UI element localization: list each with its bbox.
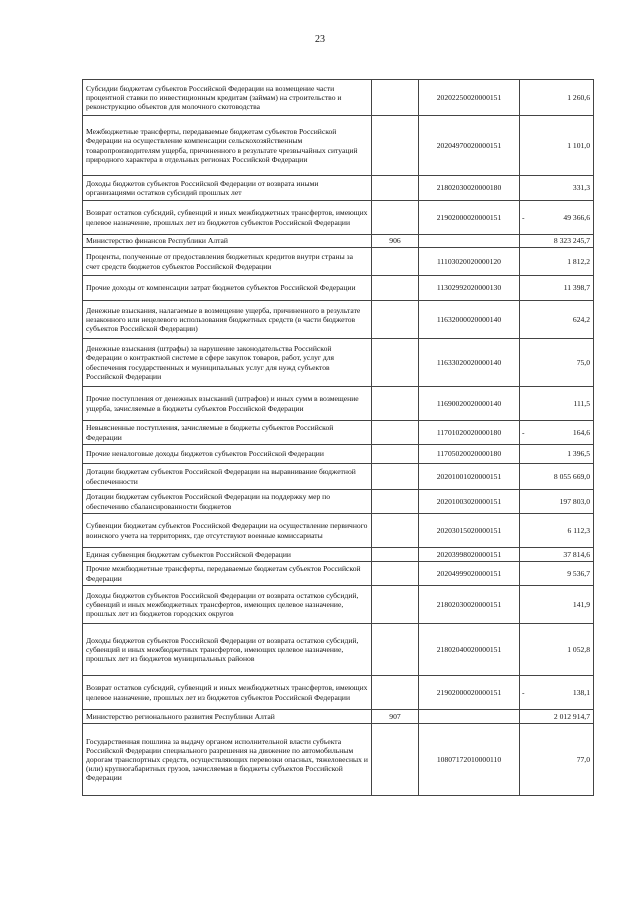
classification-code-cell [419,710,520,724]
amount-cell [520,724,594,796]
amount-value: 1 052,8 [567,644,590,654]
table-row [83,514,594,548]
table-row [83,421,594,445]
classification-code-cell: 21902000020000151 [419,676,520,710]
amount-cell [520,490,594,514]
amount-cell [520,624,594,676]
admin-code-cell: 907 [372,710,419,724]
income-name-cell: Невыясненные поступления, зачисляемые в бюджеты субъектов Российской Федерации [83,421,372,445]
table-row [83,235,594,248]
table-row [83,301,594,339]
classification-code-cell: 11633020020000140 [419,339,520,387]
amount-value: 624,2 [572,314,590,324]
budget-income-table [82,79,594,796]
classification-code-cell: 20202250020000151 [419,80,520,116]
table-row [83,562,594,586]
income-name-cell: Доходы бюджетов субъектов Российской Федерации от возврата остатков субсидий, субвенций и иных межбюджетных трансфертов, имеющих целевое назначение, прошлых лет из бюджетов городских округов [83,586,372,624]
classification-code-cell: 11103020020000120 [419,248,520,276]
classification-code-cell: 20204970020000151 [419,116,520,176]
amount-value: 37 814,6 [563,549,590,559]
admin-code-cell [372,301,419,339]
amount-cell [520,116,594,176]
amount-cell [520,586,594,624]
classification-code-cell [419,235,520,248]
amount-cell [520,276,594,301]
amount-value: 9 536,7 [567,568,590,578]
page-number: 23 [315,34,325,45]
admin-code-cell [372,586,419,624]
classification-code-cell: 11632000020000140 [419,301,520,339]
amount-value: 197 803,0 [559,496,590,506]
income-name-cell: Возврат остатков субсидий, субвенций и иных межбюджетных трансфертов, имеющих целевое назначение, прошлых лет из бюджетов субъектов Российской Федерации [83,676,372,710]
table-row [83,387,594,421]
amount-cell [520,201,594,235]
amount-value: 75,0 [576,357,590,367]
admin-code-cell [372,562,419,586]
amount-cell [520,562,594,586]
amount-cell [520,514,594,548]
amount-value: 1 101,0 [567,140,590,150]
classification-code-cell: 20201003020000151 [419,490,520,514]
income-name-cell: Денежные взыскания (штрафы) за нарушение законодательства Российской Федерации о контрактной системе в сфере закупок товаров, работ, услуг для обеспечения государственных и муниципальных услуг для нужд субъектов Российской Федерации [83,339,372,387]
income-name-cell: Министерство регионального развития Республики Алтай [83,710,372,724]
amount-cell [520,235,594,248]
income-name-cell: Проценты, полученные от предоставления бюджетных кредитов внутри страны за счет средств бюджетов субъектов Российской Федерации [83,248,372,276]
income-name-cell: Дотации бюджетам субъектов Российской Федерации на поддержку мер по обеспечению сбалансированности бюджетов [83,490,372,514]
amount-value: 331,3 [572,183,590,193]
admin-code-cell [372,676,419,710]
amount-value: 6 112,3 [567,525,590,535]
table-row [83,624,594,676]
classification-code-cell: 21802030020000180 [419,176,520,201]
amount-cell [520,464,594,490]
classification-code-cell: 21802030020000151 [419,586,520,624]
amount-value: 8 055 669,0 [553,471,590,481]
amount-value: 11 398,7 [563,283,590,293]
amount-cell [520,548,594,562]
amount-cell [520,80,594,116]
amount-cell [520,710,594,724]
amount-cell [520,445,594,464]
amount-cell [520,387,594,421]
table-row [83,464,594,490]
income-name-cell: Дотации бюджетам субъектов Российской Федерации на выравнивание бюджетной обеспеченности [83,464,372,490]
table-row [83,445,594,464]
minus-sign: - [522,212,525,222]
income-name-cell: Субвенции бюджетам субъектов Российской Федерации на осуществление первичного воинского учета на территориях, где отсутствуют военные комиссариаты [83,514,372,548]
table-row [83,586,594,624]
classification-code-cell: 20203015020000151 [419,514,520,548]
admin-code-cell [372,276,419,301]
table-row [83,676,594,710]
income-name-cell: Межбюджетные трансферты, передаваемые бюджетам субъектов Российской Федерации на осуществление компенсации сельскохозяйственным товаропроизводителям ущерба, причиненного в результате чрезвычайных ситуаций природного характера в отдельных регионах Российской Федерации [83,116,372,176]
amount-value: 141,9 [572,599,590,609]
amount-value: 1 260,6 [567,92,590,102]
amount-cell [520,676,594,710]
admin-code-cell [372,387,419,421]
table-row [83,339,594,387]
amount-value: 138,1 [572,687,590,697]
table-row [83,80,594,116]
admin-code-cell [372,80,419,116]
amount-value: 2 012 914,7 [553,711,590,721]
amount-cell [520,421,594,445]
minus-sign: - [522,687,525,697]
income-name-cell: Прочие поступления от денежных взысканий (штрафов) и иных сумм в возмещение ущерба, зачисляемые в бюджеты субъектов Российской Федерации [83,387,372,421]
table-row [83,116,594,176]
admin-code-cell [372,248,419,276]
admin-code-cell [372,176,419,201]
amount-cell [520,301,594,339]
amount-value: 77,0 [576,754,590,764]
amount-value: 49 366,6 [563,212,590,222]
admin-code-cell [372,421,419,445]
income-name-cell: Доходы бюджетов субъектов Российской Федерации от возврата иными организациями остатков субсидий прошлых лет [83,176,372,201]
admin-code-cell [372,339,419,387]
classification-code-cell: 11701020020000180 [419,421,520,445]
table-row [83,176,594,201]
classification-code-cell: 11302992020000130 [419,276,520,301]
admin-code-cell: 906 [372,235,419,248]
table-row [83,248,594,276]
amount-value: 1 812,2 [567,256,590,266]
income-name-cell: Прочие неналоговые доходы бюджетов субъектов Российской Федерации [83,445,372,464]
classification-code-cell: 20203998020000151 [419,548,520,562]
classification-code-cell: 10807172010000110 [419,724,520,796]
income-name-cell: Прочие доходы от компенсации затрат бюджетов субъектов Российской Федерации [83,276,372,301]
amount-cell [520,248,594,276]
income-name-cell: Государственная пошлина за выдачу органом исполнительной власти субъекта Российской Федерации специального разрешения на движение по автомобильным дорогам транспортных средств, осуществляющих перевозки опасных, тяжеловесных и (или) крупногабаритных грузов, зачисляемая в бюджеты субъектов Российской Федерации [83,724,372,796]
amount-value: 1 396,5 [567,449,590,459]
admin-code-cell [372,490,419,514]
income-name-cell: Доходы бюджетов субъектов Российской Федерации от возврата остатков субсидий, субвенций и иных межбюджетных трансфертов, имеющих целевое назначение, прошлых лет из бюджетов муниципальных районов [83,624,372,676]
classification-code-cell: 20204999020000151 [419,562,520,586]
income-name-cell: Возврат остатков субсидий, субвенций и иных межбюджетных трансфертов, имеющих целевое назначение, прошлых лет из бюджетов субъектов Российской Федерации [83,201,372,235]
table-row [83,490,594,514]
income-name-cell: Единая субвенция бюджетам субъектов Российской Федерации [83,548,372,562]
table-row [83,548,594,562]
table-row [83,724,594,796]
amount-cell [520,176,594,201]
amount-value: 164,6 [572,427,590,437]
admin-code-cell [372,116,419,176]
amount-value: 111,5 [573,398,590,408]
admin-code-cell [372,624,419,676]
amount-cell [520,339,594,387]
table-row [83,201,594,235]
admin-code-cell [372,445,419,464]
admin-code-cell [372,724,419,796]
minus-sign: - [522,427,525,437]
admin-code-cell [372,201,419,235]
admin-code-cell [372,514,419,548]
classification-code-cell: 20201001020000151 [419,464,520,490]
classification-code-cell: 21902000020000151 [419,201,520,235]
classification-code-cell: 21802040020000151 [419,624,520,676]
table-row [83,710,594,724]
classification-code-cell: 11705020020000180 [419,445,520,464]
amount-value: 8 323 245,7 [553,236,590,246]
admin-code-cell [372,548,419,562]
admin-code-cell [372,464,419,490]
income-name-cell: Денежные взыскания, налагаемые в возмещение ущерба, причиненного в результате незаконного или нецелевого использования бюджетных средств (в части бюджетов субъектов Российской Федерации) [83,301,372,339]
classification-code-cell: 11690020020000140 [419,387,520,421]
income-name-cell: Субсидии бюджетам субъектов Российской Федерации на возмещение части процентной ставки по инвестиционным кредитам (займам) на строительство и реконструкцию объектов для молочного скотоводства [83,80,372,116]
income-name-cell: Министерство финансов Республики Алтай [83,235,372,248]
table-row [83,276,594,301]
income-name-cell: Прочие межбюджетные трансферты, передаваемые бюджетам субъектов Российской Федерации [83,562,372,586]
